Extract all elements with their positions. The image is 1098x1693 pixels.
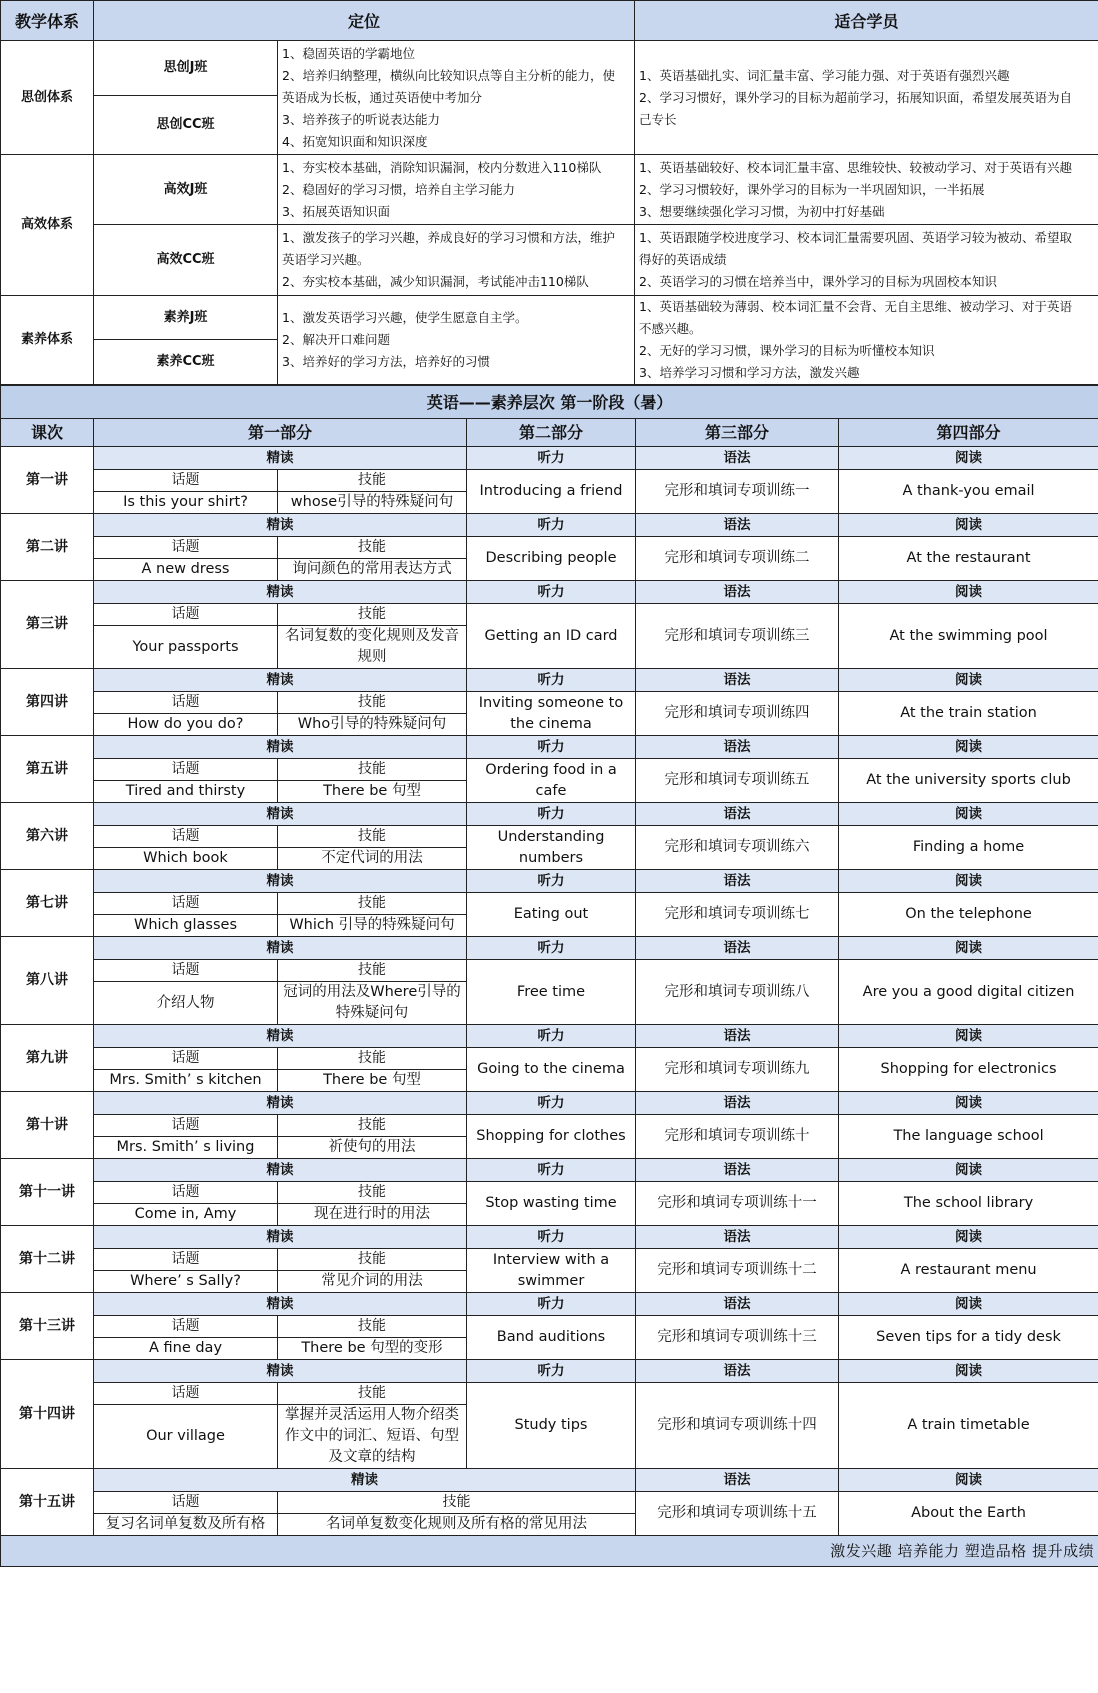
sub-header-listening: 听力 bbox=[467, 1159, 636, 1182]
topic-label: 话题 bbox=[94, 537, 278, 559]
skill-label: 技能 bbox=[278, 826, 467, 848]
sub-header-reading2: 阅读 bbox=[839, 937, 1098, 960]
sub-header-reading2: 阅读 bbox=[839, 1293, 1098, 1316]
topic-cell: Our village bbox=[94, 1405, 278, 1469]
sub-header-reading: 精读 bbox=[94, 1226, 467, 1249]
sub-header-grammar: 语法 bbox=[636, 1360, 839, 1383]
class-name: 素养CC班 bbox=[94, 340, 278, 385]
grammar-cell: 完形和填词专项训练八 bbox=[636, 960, 839, 1025]
lesson-row bbox=[1, 870, 1098, 893]
reading-cell: At the restaurant bbox=[839, 537, 1098, 581]
reading-cell: The language school bbox=[839, 1115, 1098, 1159]
topic-label: 话题 bbox=[94, 1182, 278, 1204]
skill-label: 技能 bbox=[278, 960, 467, 982]
skill-cell: 名词单复数变化规则及所有格的常见用法 bbox=[278, 1514, 636, 1536]
students-text: 1、英语跟随学校进度学习、校本词汇量需要巩固、英语学习较为被动、希望取 得好的英语成绩 2、英语学习的习惯在培养当中，课外学习的目标为巩固校本知识 bbox=[635, 225, 1098, 296]
listening-cell: Stop wasting time bbox=[467, 1182, 636, 1226]
skill-cell: 不定代词的用法 bbox=[278, 848, 467, 870]
sub-header-grammar: 语法 bbox=[636, 581, 839, 604]
lesson-number: 第三讲 bbox=[1, 581, 94, 669]
sub-header-reading: 精读 bbox=[94, 803, 467, 826]
topic-label: 话题 bbox=[94, 1249, 278, 1271]
reading-cell: About the Earth bbox=[839, 1492, 1098, 1536]
sub-header-listening: 听力 bbox=[467, 803, 636, 826]
lesson-row bbox=[1, 1025, 1098, 1048]
sub-header-reading2: 阅读 bbox=[839, 514, 1098, 537]
grammar-cell: 完形和填词专项训练十五 bbox=[636, 1492, 839, 1536]
lesson-row bbox=[1, 1226, 1098, 1249]
listening-cell: Going to the cinema bbox=[467, 1048, 636, 1092]
reading-cell: The school library bbox=[839, 1182, 1098, 1226]
grammar-cell: 完形和填词专项训练七 bbox=[636, 893, 839, 937]
sub-header-reading2: 阅读 bbox=[839, 870, 1098, 893]
lesson-number: 第七讲 bbox=[1, 870, 94, 937]
sub-header-listening: 听力 bbox=[467, 937, 636, 960]
grammar-cell: 完形和填词专项训练十四 bbox=[636, 1383, 839, 1469]
grammar-cell: 完形和填词专项训练六 bbox=[636, 826, 839, 870]
topic-cell: 介绍人物 bbox=[94, 982, 278, 1025]
sub-header-grammar: 语法 bbox=[636, 1226, 839, 1249]
skill-cell: There be 句型 bbox=[278, 781, 467, 803]
sub-header-listening: 听力 bbox=[467, 1025, 636, 1048]
col-header-part1: 第一部分 bbox=[94, 419, 467, 447]
sub-header-listening: 听力 bbox=[467, 447, 636, 470]
grammar-cell: 完形和填词专项训练十一 bbox=[636, 1182, 839, 1226]
topic-label: 话题 bbox=[94, 1115, 278, 1137]
topic-label: 话题 bbox=[94, 826, 278, 848]
sub-header-reading2: 阅读 bbox=[839, 1360, 1098, 1383]
lesson-row bbox=[1, 581, 1098, 604]
skill-label: 技能 bbox=[278, 759, 467, 781]
topic-label: 话题 bbox=[94, 1492, 278, 1514]
listening-cell: Band auditions bbox=[467, 1316, 636, 1360]
sub-header-grammar: 语法 bbox=[636, 1469, 839, 1492]
lesson-number: 第一讲 bbox=[1, 447, 94, 514]
sub-header-grammar: 语法 bbox=[636, 447, 839, 470]
topic-cell: Come in, Amy bbox=[94, 1204, 278, 1226]
listening-cell: Shopping for clothes bbox=[467, 1115, 636, 1159]
reading-cell: A restaurant menu bbox=[839, 1249, 1098, 1293]
sub-header-listening: 听力 bbox=[467, 514, 636, 537]
position-text: 1、激发英语学习兴趣，使学生愿意自主学。 2、解决开口难问题 3、培养好的学习方法，培养好的习惯 bbox=[278, 296, 635, 385]
reading-cell: A thank-you email bbox=[839, 470, 1098, 514]
topic-label: 话题 bbox=[94, 692, 278, 714]
lesson-row bbox=[1, 1092, 1098, 1115]
reading-cell: Finding a home bbox=[839, 826, 1098, 870]
skill-label: 技能 bbox=[278, 692, 467, 714]
grammar-cell: 完形和填词专项训练十三 bbox=[636, 1316, 839, 1360]
topic-label: 话题 bbox=[94, 759, 278, 781]
lesson-number: 第四讲 bbox=[1, 669, 94, 736]
lesson-row bbox=[1, 1293, 1098, 1316]
skill-cell: 祈使句的用法 bbox=[278, 1137, 467, 1159]
listening-cell: Introducing a friend bbox=[467, 470, 636, 514]
reading-cell: A train timetable bbox=[839, 1383, 1098, 1469]
lesson-number: 第十二讲 bbox=[1, 1226, 94, 1293]
topic-cell: Is this your shirt? bbox=[94, 492, 278, 514]
topic-label: 话题 bbox=[94, 1048, 278, 1070]
lesson-number: 第八讲 bbox=[1, 937, 94, 1025]
header-students: 适合学员 bbox=[635, 1, 1098, 41]
listening-cell: Study tips bbox=[467, 1383, 636, 1469]
sub-header-reading: 精读 bbox=[94, 736, 467, 759]
lesson-number: 第十一讲 bbox=[1, 1159, 94, 1226]
lesson-number: 第五讲 bbox=[1, 736, 94, 803]
lesson-number: 第六讲 bbox=[1, 803, 94, 870]
sub-header-reading2: 阅读 bbox=[839, 1092, 1098, 1115]
sub-header-reading: 精读 bbox=[94, 1469, 636, 1492]
skill-label: 技能 bbox=[278, 1182, 467, 1204]
sub-header-reading2: 阅读 bbox=[839, 1159, 1098, 1182]
reading-cell: Seven tips for a tidy desk bbox=[839, 1316, 1098, 1360]
sub-header-grammar: 语法 bbox=[636, 1293, 839, 1316]
sub-header-reading: 精读 bbox=[94, 581, 467, 604]
skill-label: 技能 bbox=[278, 1492, 636, 1514]
sub-header-reading: 精读 bbox=[94, 937, 467, 960]
skill-label: 技能 bbox=[278, 1115, 467, 1137]
topic-cell: Which book bbox=[94, 848, 278, 870]
sub-header-reading: 精读 bbox=[94, 1092, 467, 1115]
class-name: 高效CC班 bbox=[94, 225, 278, 296]
skill-cell: There be 句型的变形 bbox=[278, 1338, 467, 1360]
sub-header-reading2: 阅读 bbox=[839, 669, 1098, 692]
skill-label: 技能 bbox=[278, 893, 467, 915]
col-header-lesson: 课次 bbox=[1, 419, 94, 447]
sub-header-reading: 精读 bbox=[94, 870, 467, 893]
sub-header-reading2: 阅读 bbox=[839, 1025, 1098, 1048]
system-name: 高效体系 bbox=[1, 155, 94, 296]
students-text: 1、英语基础较好、校本词汇量丰富、思维较快、较被动学习、对于英语有兴趣 2、学习习惯较好，课外学习的目标为一半巩固知识，一半拓展 3、想要继续强化学习习惯，为初中打好基础 bbox=[635, 155, 1098, 225]
skill-cell: 常见介词的用法 bbox=[278, 1271, 467, 1293]
reading-cell: At the train station bbox=[839, 692, 1098, 736]
sub-header-reading: 精读 bbox=[94, 1360, 467, 1383]
topic-cell: A fine day bbox=[94, 1338, 278, 1360]
class-name: 思创J班 bbox=[94, 41, 278, 96]
listening-cell: Understanding numbers bbox=[467, 826, 636, 870]
topic-label: 话题 bbox=[94, 470, 278, 492]
sub-header-listening: 听力 bbox=[467, 736, 636, 759]
sub-header-reading2: 阅读 bbox=[839, 1469, 1098, 1492]
sub-header-reading: 精读 bbox=[94, 1025, 467, 1048]
sub-header-listening: 听力 bbox=[467, 581, 636, 604]
listening-cell: Ordering food in a cafe bbox=[467, 759, 636, 803]
students-text: 1、英语基础较为薄弱、校本词汇量不会背、无自主思维、被动学习、对于英语 不感兴趣。 2、无好的学习习惯，课外学习的目标为听懂校本知识 3、培养学习习惯和学习方法，激发兴趣 bbox=[635, 296, 1098, 385]
sub-header-grammar: 语法 bbox=[636, 736, 839, 759]
lesson-number: 第二讲 bbox=[1, 514, 94, 581]
grammar-cell: 完形和填词专项训练十二 bbox=[636, 1249, 839, 1293]
sub-header-reading2: 阅读 bbox=[839, 447, 1098, 470]
topic-label: 话题 bbox=[94, 960, 278, 982]
lesson-row bbox=[1, 1469, 1098, 1492]
reading-cell: Shopping for electronics bbox=[839, 1048, 1098, 1092]
skill-cell: Who引导的特殊疑问句 bbox=[278, 714, 467, 736]
skill-cell: Which 引导的特殊疑问句 bbox=[278, 915, 467, 937]
class-name: 高效J班 bbox=[94, 155, 278, 225]
sub-header-listening: 听力 bbox=[467, 1226, 636, 1249]
topic-cell: A new dress bbox=[94, 559, 278, 581]
students-text: 1、英语基础扎实、词汇量丰富、学习能力强、对于英语有强烈兴趣 2、学习习惯好，课外学习的目标为超前学习，拓展知识面，希望发展英语为自 己专长 bbox=[635, 41, 1098, 155]
topic-cell: Tired and thirsty bbox=[94, 781, 278, 803]
topic-cell: Mrs. Smith’ s living bbox=[94, 1137, 278, 1159]
listening-cell: Getting an ID card bbox=[467, 604, 636, 669]
sub-header-grammar: 语法 bbox=[636, 669, 839, 692]
reading-cell: At the university sports club bbox=[839, 759, 1098, 803]
sub-header-reading: 精读 bbox=[94, 669, 467, 692]
listening-cell: Interview with a swimmer bbox=[467, 1249, 636, 1293]
skill-label: 技能 bbox=[278, 604, 467, 626]
sub-header-reading2: 阅读 bbox=[839, 803, 1098, 826]
sub-header-reading: 精读 bbox=[94, 1293, 467, 1316]
schedule-title: 英语——素养层次 第一阶段（暑） bbox=[1, 386, 1098, 419]
listening-cell: Describing people bbox=[467, 537, 636, 581]
skill-cell: 现在进行时的用法 bbox=[278, 1204, 467, 1226]
sub-header-grammar: 语法 bbox=[636, 870, 839, 893]
sub-header-reading: 精读 bbox=[94, 514, 467, 537]
skill-cell: 掌握并灵活运用人物介绍类作文中的词汇、短语、句型及文章的结构 bbox=[278, 1405, 467, 1469]
reading-cell: Are you a good digital citizen bbox=[839, 960, 1098, 1025]
sub-header-grammar: 语法 bbox=[636, 1092, 839, 1115]
lesson-row bbox=[1, 736, 1098, 759]
topic-label: 话题 bbox=[94, 604, 278, 626]
listening-cell: Eating out bbox=[467, 893, 636, 937]
lesson-row bbox=[1, 937, 1098, 960]
topic-cell: How do you do? bbox=[94, 714, 278, 736]
system-name: 素养体系 bbox=[1, 296, 94, 385]
reading-cell: At the swimming pool bbox=[839, 604, 1098, 669]
grammar-cell: 完形和填词专项训练二 bbox=[636, 537, 839, 581]
class-name: 思创CC班 bbox=[94, 96, 278, 155]
sub-header-grammar: 语法 bbox=[636, 937, 839, 960]
position-text: 1、稳固英语的学霸地位 2、培养归纳整理，横纵向比较知识点等自主分析的能力，使 英语成为长板，通过英语使中考加分 3、培养孩子的听说表达能力 4、拓宽知识面和知识深度 bbox=[278, 41, 635, 155]
skill-label: 技能 bbox=[278, 1048, 467, 1070]
topic-cell: Which glasses bbox=[94, 915, 278, 937]
topic-label: 话题 bbox=[94, 893, 278, 915]
skill-cell: 询问颜色的常用表达方式 bbox=[278, 559, 467, 581]
sub-header-grammar: 语法 bbox=[636, 803, 839, 826]
class-name: 素养J班 bbox=[94, 296, 278, 340]
listening-cell: Free time bbox=[467, 960, 636, 1025]
sub-header-listening: 听力 bbox=[467, 1360, 636, 1383]
grammar-cell: 完形和填词专项训练九 bbox=[636, 1048, 839, 1092]
grammar-cell: 完形和填词专项训练十 bbox=[636, 1115, 839, 1159]
skill-cell: whose引导的特殊疑问句 bbox=[278, 492, 467, 514]
sub-header-listening: 听力 bbox=[467, 669, 636, 692]
topic-cell: Mrs. Smith’ s kitchen bbox=[94, 1070, 278, 1092]
lesson-number: 第十讲 bbox=[1, 1092, 94, 1159]
sub-header-listening: 听力 bbox=[467, 1293, 636, 1316]
sub-header-listening: 听力 bbox=[467, 870, 636, 893]
topic-cell: Your passports bbox=[94, 626, 278, 669]
position-text: 1、夯实校本基础，消除知识漏洞，校内分数进入110梯队 2、稳固好的学习习惯，培养自主学习能力 3、拓展英语知识面 bbox=[278, 155, 635, 225]
listening-cell: Inviting someone to the cinema bbox=[467, 692, 636, 736]
sub-header-reading2: 阅读 bbox=[839, 581, 1098, 604]
systems-table bbox=[0, 0, 1098, 385]
sub-header-reading2: 阅读 bbox=[839, 1226, 1098, 1249]
topic-cell: 复习名词单复数及所有格 bbox=[94, 1514, 278, 1536]
sub-header-reading2: 阅读 bbox=[839, 736, 1098, 759]
header-position: 定位 bbox=[94, 1, 635, 41]
sub-header-reading: 精读 bbox=[94, 447, 467, 470]
grammar-cell: 完形和填词专项训练四 bbox=[636, 692, 839, 736]
system-name: 思创体系 bbox=[1, 41, 94, 155]
skill-label: 技能 bbox=[278, 1249, 467, 1271]
grammar-cell: 完形和填词专项训练一 bbox=[636, 470, 839, 514]
sub-header-grammar: 语法 bbox=[636, 514, 839, 537]
reading-cell: On the telephone bbox=[839, 893, 1098, 937]
lesson-row bbox=[1, 514, 1098, 537]
schedule-table bbox=[0, 385, 1098, 1567]
lesson-row bbox=[1, 669, 1098, 692]
topic-cell: Where’ s Sally? bbox=[94, 1271, 278, 1293]
skill-label: 技能 bbox=[278, 1383, 467, 1405]
skill-label: 技能 bbox=[278, 1316, 467, 1338]
col-header-part4: 第四部分 bbox=[839, 419, 1098, 447]
sub-header-grammar: 语法 bbox=[636, 1025, 839, 1048]
lesson-number: 第十四讲 bbox=[1, 1360, 94, 1469]
skill-label: 技能 bbox=[278, 537, 467, 559]
slogan-footer: 激发兴趣 培养能力 塑造品格 提升成绩 bbox=[1, 1536, 1098, 1567]
sub-header-grammar: 语法 bbox=[636, 1159, 839, 1182]
sub-header-reading: 精读 bbox=[94, 1159, 467, 1182]
lesson-row bbox=[1, 447, 1098, 470]
skill-cell: There be 句型 bbox=[278, 1070, 467, 1092]
lesson-number: 第九讲 bbox=[1, 1025, 94, 1092]
sub-header-listening: 听力 bbox=[467, 1092, 636, 1115]
col-header-part2: 第二部分 bbox=[467, 419, 636, 447]
position-text: 1、激发孩子的学习兴趣，养成良好的学习习惯和方法，维护 英语学习兴趣。 2、夯实校本基础，减少知识漏洞，考试能冲击110梯队 bbox=[278, 225, 635, 296]
skill-cell: 冠词的用法及Where引导的特殊疑问句 bbox=[278, 982, 467, 1025]
header-system: 教学体系 bbox=[1, 1, 94, 41]
lesson-row bbox=[1, 803, 1098, 826]
topic-label: 话题 bbox=[94, 1316, 278, 1338]
lesson-number: 第十五讲 bbox=[1, 1469, 94, 1536]
grammar-cell: 完形和填词专项训练三 bbox=[636, 604, 839, 669]
topic-label: 话题 bbox=[94, 1383, 278, 1405]
lesson-number: 第十三讲 bbox=[1, 1293, 94, 1360]
col-header-part3: 第三部分 bbox=[636, 419, 839, 447]
lesson-row bbox=[1, 1360, 1098, 1383]
lesson-row bbox=[1, 1159, 1098, 1182]
skill-label: 技能 bbox=[278, 470, 467, 492]
grammar-cell: 完形和填词专项训练五 bbox=[636, 759, 839, 803]
skill-cell: 名词复数的变化规则及发音规则 bbox=[278, 626, 467, 669]
